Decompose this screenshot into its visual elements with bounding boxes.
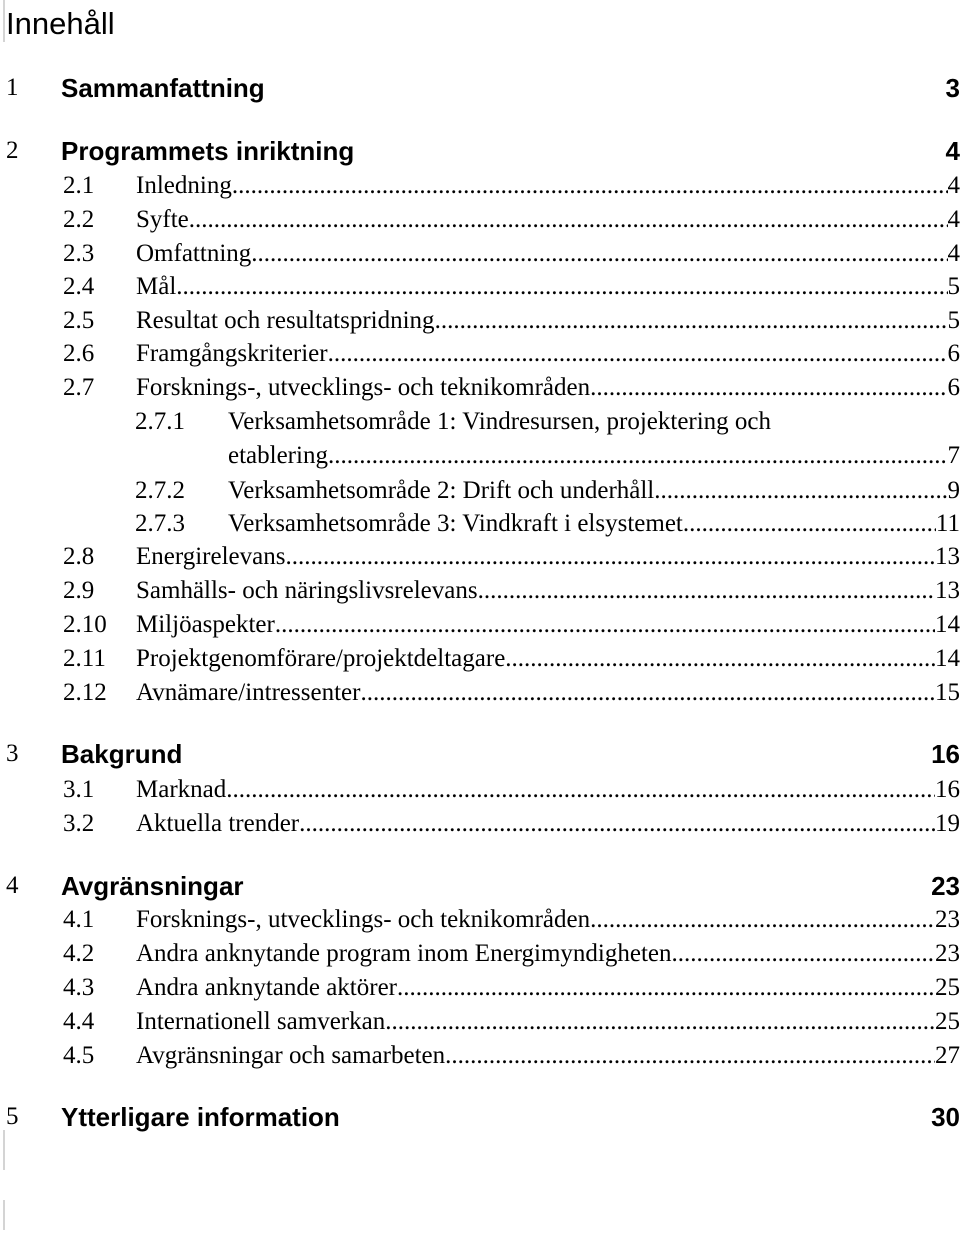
entry-number: 3.1 xyxy=(63,776,95,803)
chapter-number: 3 xyxy=(6,740,19,767)
toc-chapter-4[interactable] xyxy=(6,866,960,906)
entry-page: 13 xyxy=(935,543,960,570)
dot-leader xyxy=(435,304,948,338)
toc-entry-2-7-3[interactable] xyxy=(135,507,960,541)
toc-entry-4-3[interactable] xyxy=(63,971,960,1005)
chapter-number: 1 xyxy=(6,74,19,101)
entry-page: 4 xyxy=(947,240,960,267)
entry-number: 2.2 xyxy=(63,206,95,233)
entry-page: 14 xyxy=(935,611,960,638)
toc-chapter-2[interactable] xyxy=(6,131,960,171)
dot-leader xyxy=(176,270,947,304)
dot-leader xyxy=(328,337,948,371)
chapter-number: 2 xyxy=(6,137,19,164)
dot-leader xyxy=(672,937,935,971)
dot-leader xyxy=(478,574,935,608)
entry-page: 15 xyxy=(935,679,960,706)
margin-marker xyxy=(3,1130,5,1170)
entry-page: 23 xyxy=(935,940,960,967)
entry-number: 2.7.1 xyxy=(135,408,185,435)
dot-leader xyxy=(590,903,935,937)
toc-entry-2-3[interactable] xyxy=(63,237,960,271)
entry-number: 2.3 xyxy=(63,240,95,267)
toc-entry-2-12[interactable] xyxy=(63,676,960,710)
entry-title: Projektgenomförare/projektdeltagare xyxy=(136,645,506,672)
entry-title: Marknad xyxy=(136,776,227,803)
dot-leader xyxy=(251,237,947,271)
dot-leader xyxy=(360,676,935,710)
entry-page: 16 xyxy=(935,776,960,803)
entry-title: Andra anknytande aktörer xyxy=(136,974,397,1001)
dot-leader xyxy=(654,474,947,508)
toc-title: Innehåll xyxy=(6,6,115,41)
entry-page: 14 xyxy=(935,645,960,672)
entry-title: Avgränsningar och samarbeten xyxy=(136,1042,446,1069)
entry-number: 4.1 xyxy=(63,906,95,933)
entry-page: 4 xyxy=(947,206,960,233)
dot-leader xyxy=(328,439,948,473)
entry-number: 2.4 xyxy=(63,273,95,300)
entry-title: Verksamhetsområde 1: Vindresursen, projektering och xyxy=(228,408,772,435)
entry-page: 11 xyxy=(935,510,960,537)
chapter-number: 4 xyxy=(6,872,19,899)
chapter-page: 23 xyxy=(931,871,960,901)
chapter-title: Avgränsningar xyxy=(61,871,244,901)
entry-title-continued: etablering xyxy=(228,442,328,469)
toc-entry-2-11[interactable] xyxy=(63,642,960,676)
entry-page: 5 xyxy=(947,273,960,300)
entry-title: Avnämare/intressenter xyxy=(136,679,361,706)
toc-chapter-3[interactable] xyxy=(6,734,960,774)
entry-title: Internationell samverkan xyxy=(136,1008,386,1035)
toc-entry-4-4[interactable] xyxy=(63,1005,960,1039)
entry-number: 2.11 xyxy=(63,645,106,672)
chapter-page: 16 xyxy=(931,739,960,769)
entry-title: Forsknings-, utvecklings- och teknikområden xyxy=(136,374,591,401)
entry-number: 2.7.3 xyxy=(135,510,185,537)
entry-title: Syfte xyxy=(136,206,189,233)
dot-leader xyxy=(683,507,936,541)
toc-chapter-5[interactable] xyxy=(6,1097,960,1137)
entry-title: Andra anknytande program inom Energimyndigheten xyxy=(136,940,672,967)
entry-title: Energirelevans xyxy=(136,543,286,570)
toc-entry-2-6[interactable] xyxy=(63,337,960,371)
entry-page: 9 xyxy=(947,477,960,504)
dot-leader xyxy=(397,971,935,1005)
chapter-page: 4 xyxy=(945,136,960,166)
entry-number: 4.2 xyxy=(63,940,95,967)
toc-entry-4-1[interactable] xyxy=(63,903,960,937)
entry-number: 4.3 xyxy=(63,974,95,1001)
entry-number: 2.12 xyxy=(63,679,107,706)
dot-leader xyxy=(275,608,935,642)
entry-title: Verksamhetsområde 2: Drift och underhåll xyxy=(228,477,655,504)
dot-leader xyxy=(226,773,935,807)
toc-entry-2-10[interactable] xyxy=(63,608,960,642)
entry-page: 23 xyxy=(935,906,960,933)
entry-number: 4.4 xyxy=(63,1008,95,1035)
entry-page: 6 xyxy=(947,340,960,367)
entry-page: 13 xyxy=(935,577,960,604)
entry-title: Framgångskriterier xyxy=(136,340,328,367)
dot-leader xyxy=(385,1005,935,1039)
chapter-number: 5 xyxy=(6,1103,19,1130)
toc-entry-3-1[interactable] xyxy=(63,773,960,807)
entry-number: 4.5 xyxy=(63,1042,95,1069)
toc-entry-2-7-1[interactable] xyxy=(135,405,960,439)
entry-title: Inledning xyxy=(136,172,232,199)
entry-number: 2.6 xyxy=(63,340,95,367)
entry-number: 2.9 xyxy=(63,577,95,604)
toc-entry-2-2[interactable] xyxy=(63,203,960,237)
dot-leader xyxy=(590,371,947,405)
entry-page: 25 xyxy=(935,974,960,1001)
chapter-title: Ytterligare information xyxy=(61,1102,340,1132)
entry-number: 2.5 xyxy=(63,307,95,334)
entry-number: 2.7 xyxy=(63,374,95,401)
dot-leader xyxy=(189,203,948,237)
chapter-page: 30 xyxy=(931,1102,960,1132)
entry-page: 7 xyxy=(947,442,960,469)
entry-number: 2.7.2 xyxy=(135,477,185,504)
chapter-title: Bakgrund xyxy=(61,739,183,769)
toc-entry-4-5[interactable] xyxy=(63,1039,960,1073)
chapter-title: Programmets inriktning xyxy=(61,136,355,166)
toc-entry-3-2[interactable] xyxy=(63,807,960,841)
entry-page: 27 xyxy=(935,1042,960,1069)
entry-title: Resultat och resultatspridning xyxy=(136,307,435,334)
dot-leader xyxy=(505,642,935,676)
dot-leader xyxy=(232,169,948,203)
entry-title: Aktuella trender xyxy=(136,810,300,837)
toc-entry-2-5[interactable] xyxy=(63,304,960,338)
entry-page: 19 xyxy=(935,810,960,837)
entry-page: 25 xyxy=(935,1008,960,1035)
dot-leader xyxy=(285,540,935,574)
entry-number: 3.2 xyxy=(63,810,95,837)
toc-entry-2-7-2[interactable] xyxy=(135,474,960,508)
dot-leader xyxy=(445,1039,935,1073)
chapter-title: Sammanfattning xyxy=(61,73,265,103)
dot-leader xyxy=(299,807,935,841)
toc-chapter-1[interactable] xyxy=(6,68,960,108)
entry-page: 5 xyxy=(947,307,960,334)
margin-marker xyxy=(3,0,5,42)
chapter-page: 3 xyxy=(945,73,960,103)
entry-number: 2.1 xyxy=(63,172,95,199)
toc-entry-2-1[interactable] xyxy=(63,169,960,203)
entry-title: Forsknings-, utvecklings- och teknikområden xyxy=(136,906,591,933)
entry-number: 2.10 xyxy=(63,611,107,638)
entry-title: Miljöaspekter xyxy=(136,611,275,638)
toc-entry-2-7[interactable] xyxy=(63,371,960,405)
entry-page: 4 xyxy=(947,172,960,199)
margin-marker xyxy=(3,1200,5,1230)
entry-title: Verksamhetsområde 3: Vindkraft i elsystemet xyxy=(228,510,683,537)
entry-page: 6 xyxy=(947,374,960,401)
toc-entry-2-7-1-continued[interactable] xyxy=(228,439,960,473)
toc-entry-2-4[interactable] xyxy=(63,270,960,304)
toc-entry-2-9[interactable] xyxy=(63,574,960,608)
entry-title: Mål xyxy=(136,273,177,300)
toc-entry-2-8[interactable] xyxy=(63,540,960,574)
entry-number: 2.8 xyxy=(63,543,95,570)
entry-title: Omfattning xyxy=(136,240,252,267)
entry-title: Samhälls- och näringslivsrelevans xyxy=(136,577,478,604)
toc-entry-4-2[interactable] xyxy=(63,937,960,971)
